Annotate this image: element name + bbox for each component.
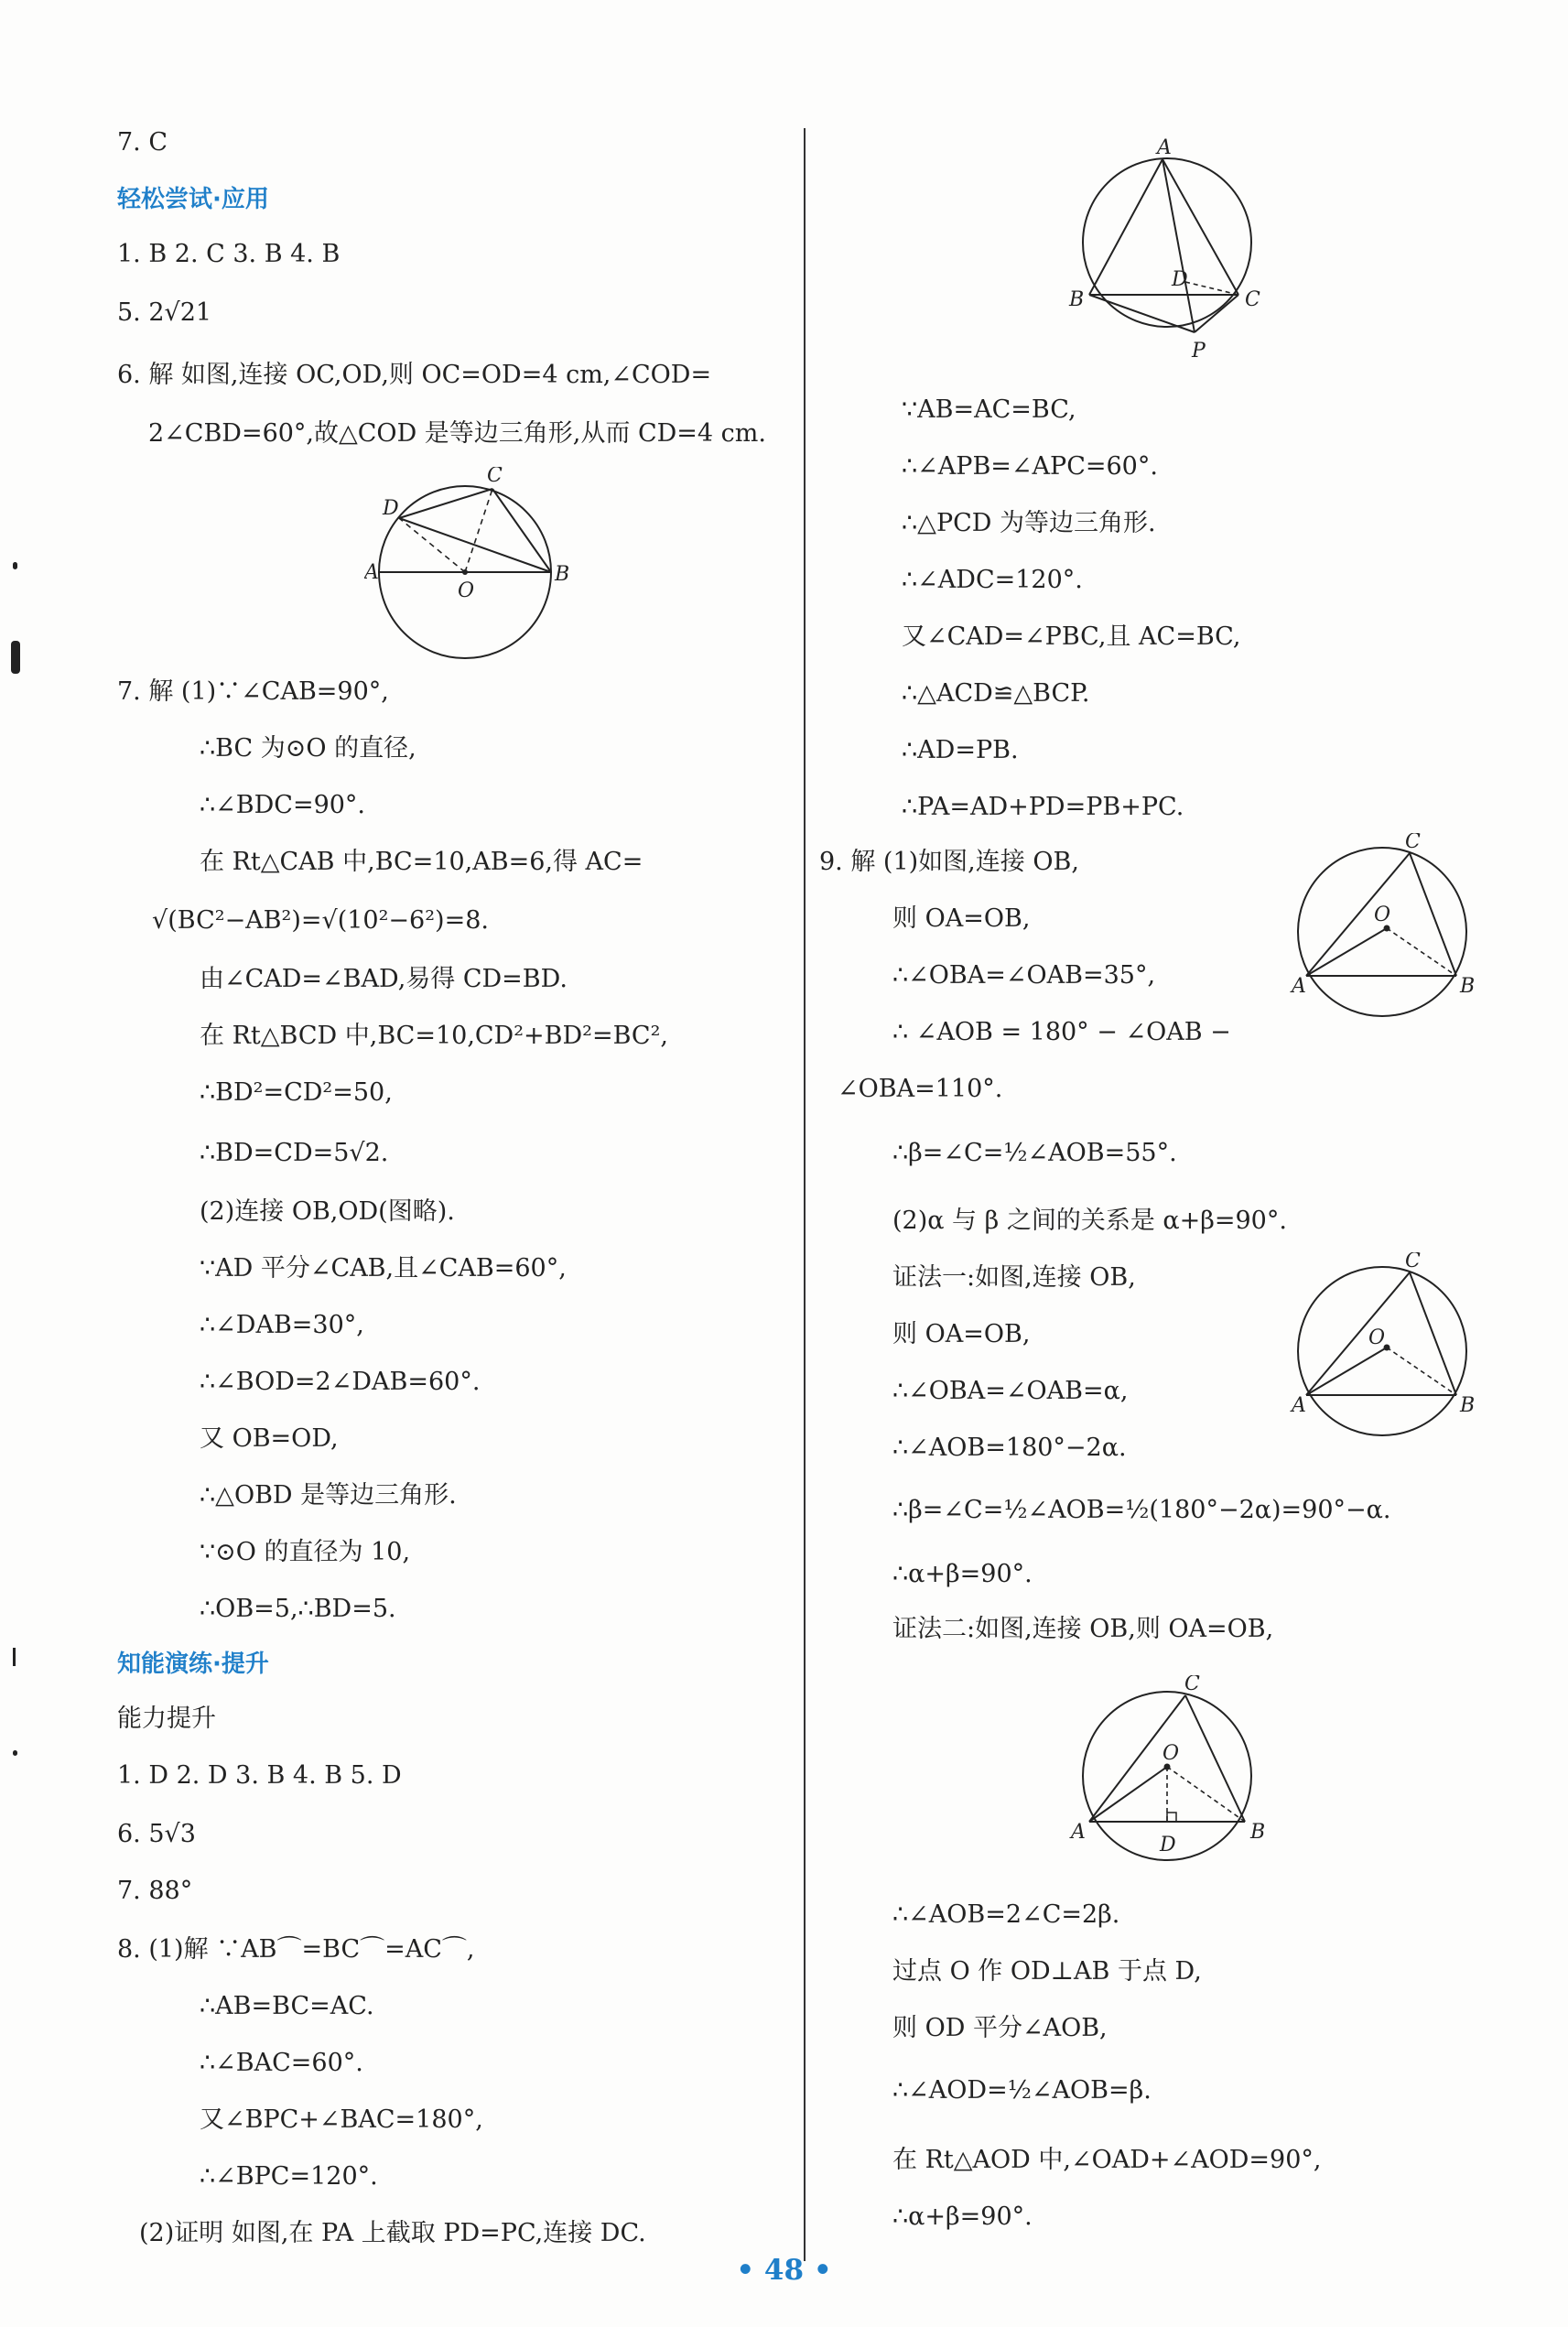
point-label: O [1368, 1326, 1386, 1349]
circle-figure-1 [364, 467, 694, 664]
circle-figure-5 [1062, 1675, 1272, 1872]
answer-line: 2∠CBD=60°,故△COD 是等边三角形,从而 CD=4 cm. [148, 419, 766, 448]
point-label: B [1250, 1821, 1266, 1844]
answer-line: ∴PA=AD+PD=PB+PC. [902, 793, 1184, 821]
answer-line: ∵⊙O 的直径为 10, [200, 1538, 411, 1566]
circle-figure-4 [1286, 1252, 1478, 1449]
answer-line: ∴∠OBA=∠OAB=α, [892, 1377, 1129, 1405]
column-divider [804, 128, 806, 2261]
answer-line: 由∠CAD=∠BAD,易得 CD=BD. [200, 965, 568, 993]
answer-line: 7. C [117, 128, 168, 157]
point-label: O [1162, 1742, 1180, 1765]
answer-line: ∴∠BOD=2∠DAB=60°. [200, 1368, 481, 1396]
answer-line: ∠OBA=110°. [838, 1075, 1003, 1103]
point-label: A [1071, 1821, 1086, 1844]
answer-line: ∴OB=5,∴BD=5. [200, 1595, 396, 1623]
answer-line: 在 Rt△AOD 中,∠OAD+∠AOD=90°, [892, 2146, 1322, 2174]
subsection-heading: 能力提升 [117, 1705, 216, 1733]
answer-line: ∴β=∠C=½∠AOB=½(180°−2α)=90°−α. [892, 1496, 1391, 1524]
answer-line: ∴AD=PB. [902, 736, 1019, 764]
answer-line: ∴△ACD≌△BCP. [902, 679, 1090, 708]
answer-line: (2)连接 OB,OD(图略). [200, 1197, 455, 1226]
point-label: P [1192, 340, 1206, 363]
scan-mark [11, 641, 20, 674]
point-label: D [1160, 1834, 1176, 1856]
answer-line: ∴BD²=CD²=50, [200, 1078, 393, 1107]
answer-line: ∴∠BPC=120°. [200, 2162, 378, 2191]
point-label: A [1292, 1394, 1306, 1417]
scan-mark [13, 562, 17, 569]
section-heading: 知能演练·提升 [117, 1651, 269, 1678]
point-label: C [487, 467, 503, 487]
answer-line: 1. D 2. D 3. B 4. B 5. D [117, 1761, 402, 1790]
page-number: • 48 • [736, 2254, 832, 2287]
point-label: B [1460, 975, 1476, 998]
answer-line: 在 Rt△BCD 中,BC=10,CD²+BD²=BC², [200, 1022, 668, 1050]
answer-line: ∴∠APB=∠APC=60°. [902, 452, 1158, 481]
point-label: C [1184, 1675, 1200, 1695]
answer-line: ∴∠DAB=30°, [200, 1311, 364, 1339]
answer-line: 7. 88° [117, 1877, 193, 1905]
answer-line: ∴∠AOD=½∠AOB=β. [892, 2076, 1152, 2105]
point-label: A [364, 561, 379, 584]
answer-line: ∴α+β=90°. [892, 2203, 1033, 2231]
answer-line: (2)证明 如图,在 PA 上截取 PD=PC,连接 DC. [139, 2219, 646, 2247]
point-label: B [1460, 1394, 1476, 1417]
answer-line: ∴∠BAC=60°. [200, 2049, 363, 2077]
answer-line: 8. (1)解 ∵AB⌒=BC⌒=AC⌒, [117, 1935, 475, 1964]
scan-mark [13, 1750, 17, 1756]
answer-line: 9. 解 (1)如图,连接 OB, [819, 848, 1079, 876]
point-label: D [383, 497, 399, 520]
answer-line: (2)α 与 β 之间的关系是 α+β=90°. [892, 1207, 1287, 1235]
point-label: C [1405, 833, 1421, 853]
answer-line: ∵AB=AC=BC, [902, 395, 1076, 424]
scan-mark [13, 1648, 16, 1666]
answer-line: 在 Rt△CAB 中,BC=10,AB=6,得 AC= [200, 848, 643, 876]
answer-line: 则 OD 平分∠AOB, [892, 2014, 1108, 2042]
answer-line: ∴∠BDC=90°. [200, 791, 366, 819]
answer-line: ∴BD=CD=5√2. [200, 1139, 389, 1167]
answer-line: 证法一:如图,连接 OB, [892, 1263, 1136, 1292]
point-label: B [555, 563, 570, 586]
answer-line: √(BC²−AB²)=√(10²−6²)=8. [152, 906, 489, 935]
answer-line: ∴β=∠C=½∠AOB=55°. [892, 1139, 1177, 1167]
answer-line: 又 OB=OD, [200, 1424, 339, 1453]
point-label: O [1374, 904, 1391, 926]
answer-line: ∴AB=BC=AC. [200, 1992, 374, 2020]
answer-line: ∴∠ADC=120°. [902, 566, 1083, 594]
answer-line: 1. B 2. C 3. B 4. B [117, 240, 341, 268]
answer-line: 证法二:如图,连接 OB,则 OA=OB, [892, 1615, 1274, 1643]
circle-figure-2 [1062, 137, 1272, 366]
answer-line: 6. 5√3 [117, 1820, 196, 1848]
answer-line: 过点 O 作 OD⊥AB 于点 D, [892, 1957, 1202, 1986]
section-heading: 轻松尝试·应用 [117, 186, 269, 213]
point-label: O [458, 579, 475, 602]
answer-line: ∴△OBD 是等边三角形. [200, 1481, 457, 1510]
answer-line: 5. 2√21 [117, 298, 212, 327]
answer-line: ∴α+β=90°. [892, 1560, 1033, 1588]
answer-line: ∴∠AOB=2∠C=2β. [892, 1900, 1120, 1929]
answer-line: ∴∠AOB=180°−2α. [892, 1434, 1127, 1462]
answer-line: ∵AD 平分∠CAB,且∠CAB=60°, [200, 1254, 567, 1283]
answer-line: ∴△PCD 为等边三角形. [902, 509, 1156, 537]
answer-line: 6. 解 如图,连接 OC,OD,则 OC=OD=4 cm,∠COD= [117, 361, 712, 389]
point-label: D [1172, 268, 1188, 291]
circle-figure-3 [1286, 833, 1478, 1030]
answer-line: ∴∠OBA=∠OAB=35°, [892, 961, 1156, 990]
answer-line: 则 OA=OB, [892, 1320, 1031, 1348]
answer-line: ∴ ∠AOB = 180° − ∠OAB − [892, 1018, 1231, 1046]
point-label: A [1157, 137, 1172, 159]
answer-line: 7. 解 (1)∵∠CAB=90°, [117, 677, 389, 706]
point-label: C [1405, 1252, 1421, 1272]
answer-line: 又∠CAD=∠PBC,且 AC=BC, [902, 622, 1241, 651]
answer-line: 又∠BPC+∠BAC=180°, [200, 2105, 483, 2134]
answer-line: ∴BC 为⊙O 的直径, [200, 734, 416, 763]
point-label: B [1069, 288, 1085, 311]
point-label: C [1245, 288, 1260, 311]
point-label: A [1292, 975, 1306, 998]
answer-line: 则 OA=OB, [892, 904, 1031, 933]
